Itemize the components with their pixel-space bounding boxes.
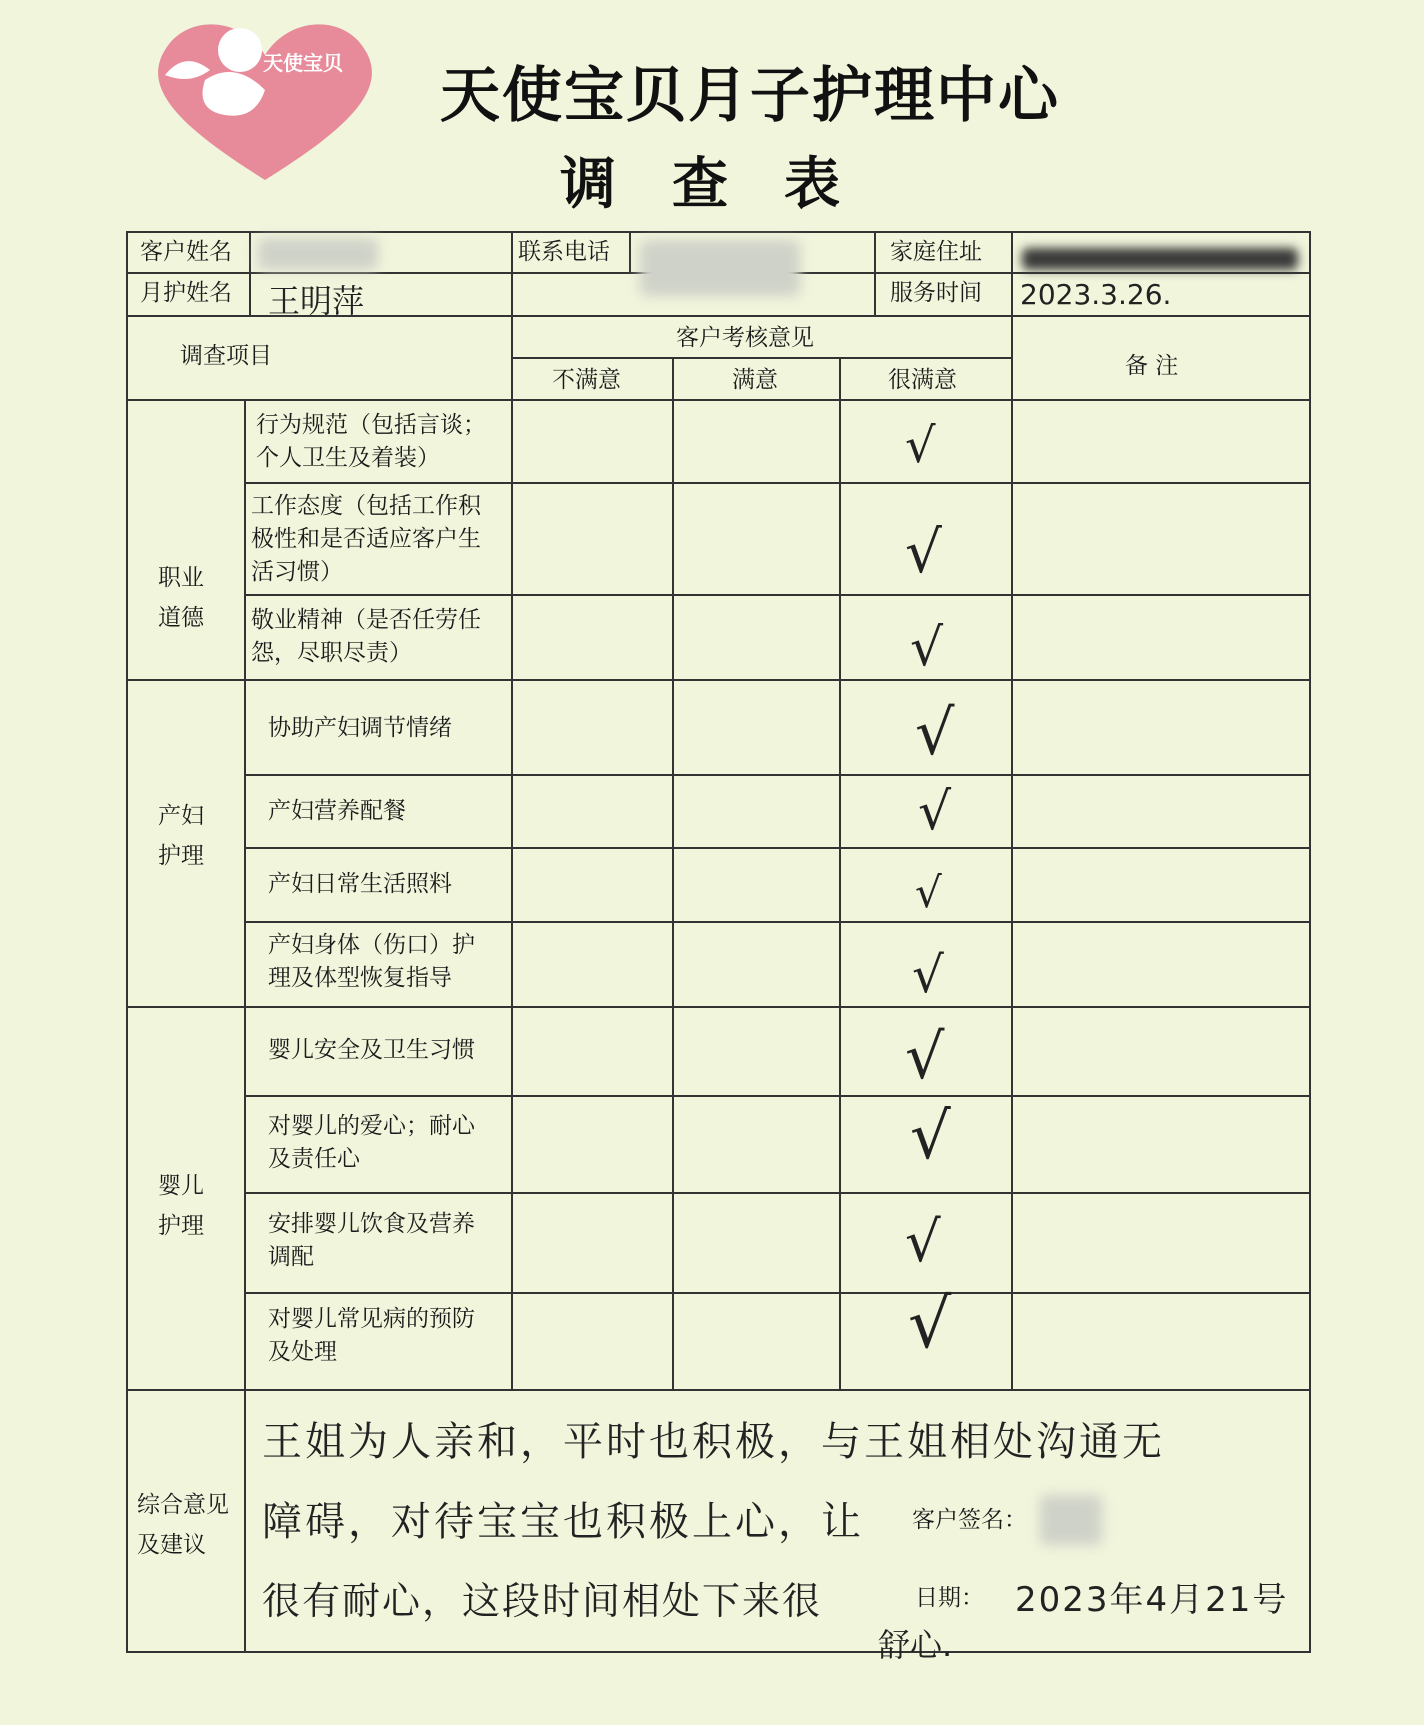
summary-comment-line1: 王姐为人亲和，平时也积极，与王姐相处沟通无 [262,1419,1165,1465]
date-label: 日期： [915,1585,984,1611]
signature-redacted [1040,1495,1102,1545]
col-very-satisfied-header: 很满意 [888,367,957,393]
survey-item: 安排婴儿饮食及营养 调配 [268,1211,475,1270]
address-label: 家庭住址 [890,239,982,265]
check-mark: √ [908,1285,952,1364]
customer-name-redacted [258,238,378,270]
summary-comment-line2: 障碍，对待宝宝也积极上心，让 [262,1499,864,1545]
survey-item: 行为规范（包括言谈； 个人卫生及着装） [256,412,486,471]
group-label-mother-care: 产妇 护理 [158,803,204,869]
check-mark: √ [915,868,942,917]
survey-item: 产妇身体（伤口）护 理及体型恢复指导 [268,932,475,991]
check-mark: √ [918,782,952,842]
summary-comment-line3: 很有耐心，这段时间相处下来很 [262,1579,823,1623]
summary-comment-line4: 舒心. [878,1626,953,1664]
check-mark: √ [905,518,942,586]
date-value: 2023年4月21号 [1015,1580,1289,1620]
logo-text: 天使宝贝 [263,51,343,75]
opinion-header: 客户考核意见 [676,325,814,351]
phone-redacted [640,240,800,296]
remarks-header: 备 注 [1125,353,1179,379]
survey-item: 协助产妇调节情绪 [268,715,452,741]
survey-item: 对婴儿常见病的预防 及处理 [268,1306,475,1365]
service-time-label: 服务时间 [890,280,982,306]
page-title: 天使宝贝月子护理中心 [440,61,1060,131]
survey-item: 敬业精神（是否任劳任 怨，尽职尽责） [251,607,481,666]
phone-label: 联系电话 [518,239,610,265]
summary-label: 综合意见 及建议 [137,1492,229,1558]
check-mark: √ [905,418,936,474]
group-label-ethics: 职业 道德 [158,565,204,631]
col-unsatisfied-header: 不满意 [552,367,621,393]
check-mark: √ [912,946,944,1004]
check-mark: √ [910,618,944,678]
item-header: 调查项目 [180,343,272,369]
nanny-name-label: 月护姓名 [140,280,232,306]
group-label-baby-care: 婴儿 护理 [158,1173,204,1239]
address-redacted [1022,248,1298,270]
check-mark: √ [905,1020,945,1093]
col-satisfied-header: 满意 [732,367,778,393]
survey-item: 产妇营养配餐 [268,798,406,824]
survey-item: 婴儿安全及卫生习惯 [268,1037,475,1063]
nanny-name-value: 王明萍 [268,282,365,320]
survey-item: 产妇日常生活照料 [268,871,452,897]
page-subtitle: 调查表 [560,152,896,217]
signature-label: 客户签名： [912,1507,1027,1533]
survey-item: 工作态度（包括工作积 极性和是否适应客户生 活习惯） [251,493,481,585]
service-time-value: 2023.3.26. [1020,278,1172,311]
check-mark: √ [910,1100,951,1174]
check-mark: √ [915,696,955,769]
check-mark: √ [905,1210,941,1275]
customer-name-label: 客户姓名 [140,239,232,265]
survey-item: 对婴儿的爱心；耐心 及责任心 [268,1113,475,1172]
